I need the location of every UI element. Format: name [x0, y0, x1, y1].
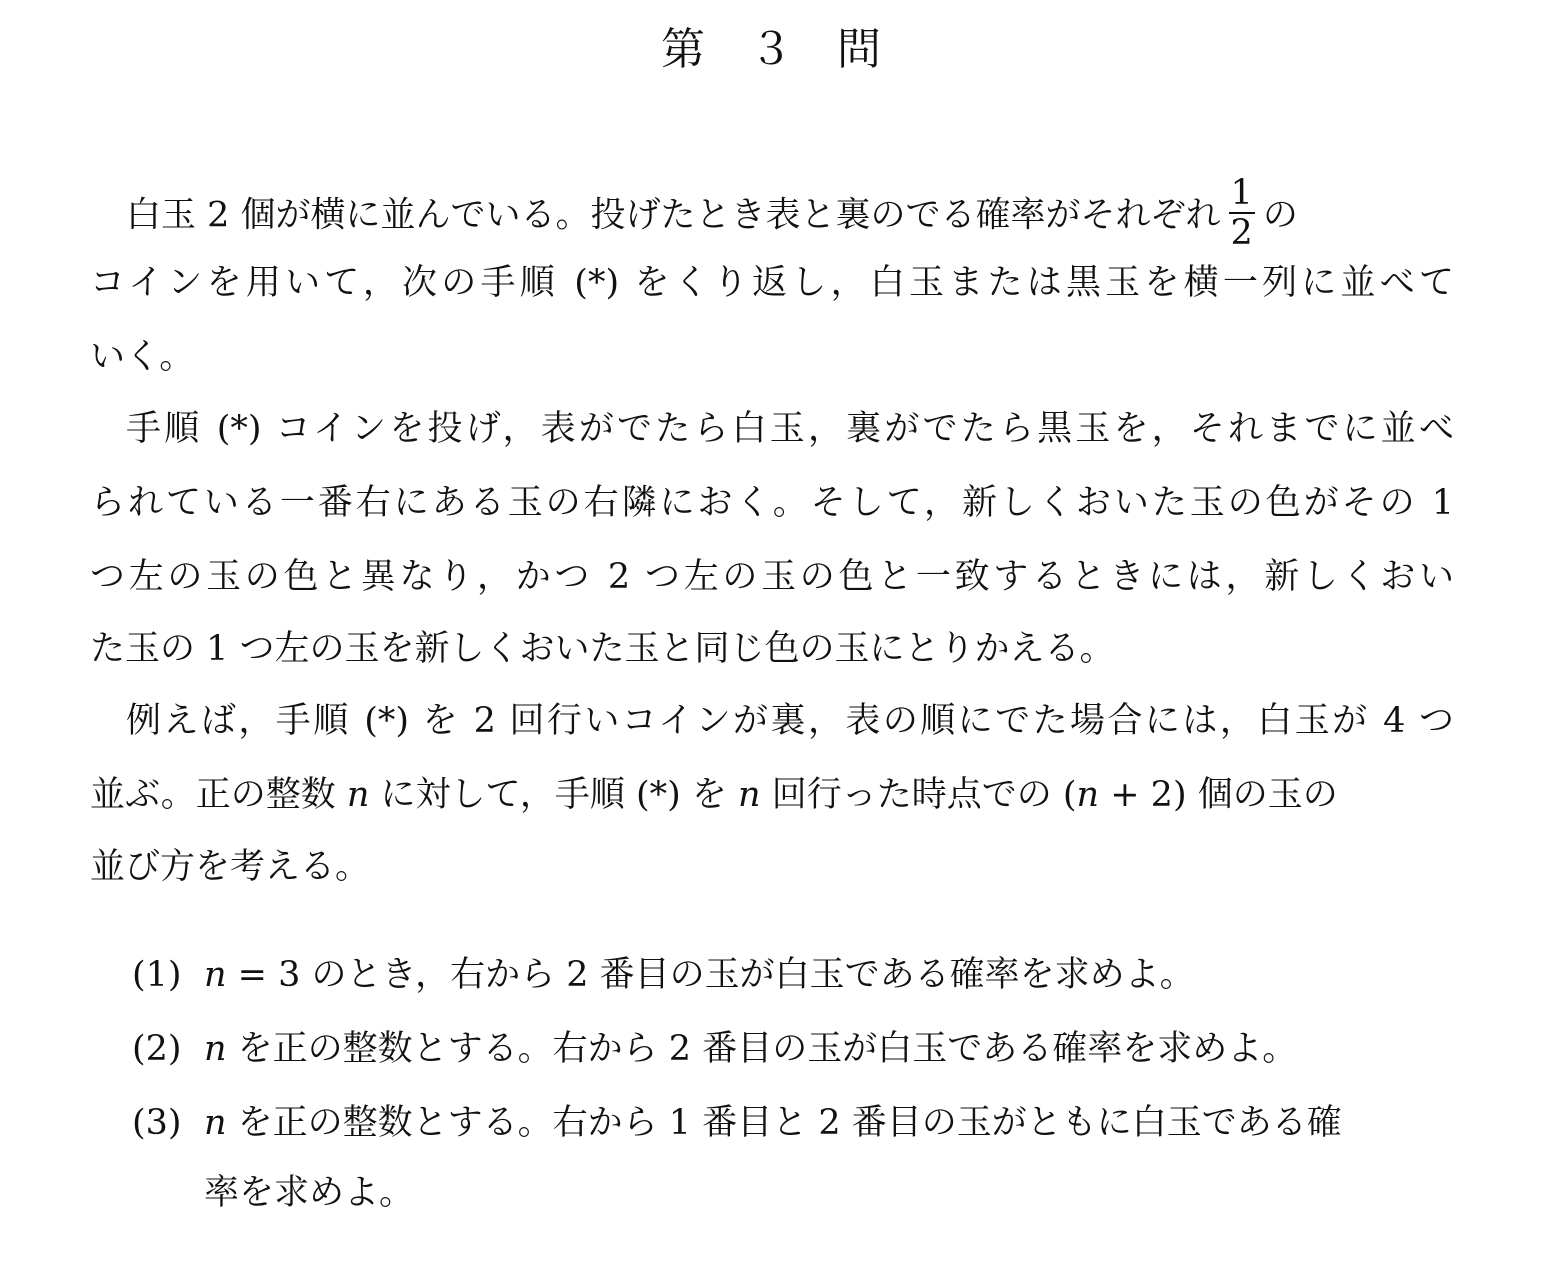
- variable-n: n: [738, 775, 761, 815]
- example-line-2: [90, 770, 1454, 820]
- math-expression: [1063, 775, 1187, 815]
- question-1-text: [204, 950, 1454, 1000]
- example-text-2b: に対して，手順 (*) を: [380, 775, 727, 815]
- intro-text-1a: 白玉 2 個が横に並んでいる。投げたとき表と裏のでる確率がそれぞれ: [126, 195, 1221, 236]
- question-3-body: を正の整数とする。右から 1 番目と 2 番目の玉がともに白玉である確: [226, 1103, 1342, 1143]
- question-3-text: [204, 1098, 1454, 1148]
- question-1-body: のとき，右から 2 番目の玉が白玉である確率を求めよ。: [300, 955, 1195, 995]
- procedure-line-4: た玉の 1 つ左の玉を新しくおいた玉と同じ色の玉にとりかえる。: [90, 629, 1115, 669]
- example-text-2d: 個の玉の: [1197, 775, 1338, 815]
- fraction-one-half: [1229, 178, 1255, 252]
- procedure-line-1: 手順 (*) コインを投げ，表がでたら白玉，裏がでたら黒玉を，それまでに並べ: [126, 409, 1454, 449]
- intro-text-1b: の: [1262, 195, 1298, 236]
- example-text-2a: 並ぶ。正の整数: [90, 775, 336, 815]
- example-line-1: 例えば，手順 (*) を 2 回行いコインが裏，表の順にでた場合には，白玉が 4 つ: [126, 701, 1454, 741]
- intro-line-3: いく。: [90, 337, 195, 377]
- question-1-label: (1): [132, 955, 182, 995]
- procedure-line-2: られている一番右にある玉の右隣におく。そして，新しくおいた玉の色がその 1: [90, 483, 1454, 523]
- math-equation: = 3: [226, 955, 301, 995]
- variable-n: n: [204, 1029, 227, 1069]
- fraction-numerator: 1: [1229, 178, 1255, 214]
- intro-line-1: [126, 178, 1454, 256]
- question-2-text: [204, 1024, 1454, 1074]
- math-rest: + 2): [1099, 775, 1187, 815]
- variable-n: n: [204, 1103, 227, 1143]
- intro-line-2: コインを用いて，次の手順 (*) をくり返し，白玉または黒玉を横一列に並べて: [90, 263, 1454, 303]
- variable-n: n: [346, 775, 370, 815]
- procedure-line-3: つ左の玉の色と異なり，かつ 2 つ左の玉の色と一致するときには，新しくおい: [90, 557, 1454, 597]
- variable-n: n: [204, 955, 227, 995]
- math-paren: (: [1062, 775, 1077, 815]
- fraction-denominator: 2: [1230, 213, 1253, 253]
- question-3-label: (3): [132, 1103, 182, 1143]
- question-2-body: を正の整数とする。右から 2 番目の玉が白玉である確率を求めよ。: [226, 1029, 1298, 1069]
- page-title: 第 ３ 問: [661, 24, 881, 75]
- question-3-text-continued: 率を求めよ。: [204, 1173, 415, 1213]
- variable-n: n: [1076, 775, 1100, 815]
- question-2-label: (2): [132, 1029, 182, 1069]
- example-line-3: 並び方を考える。: [90, 847, 371, 887]
- example-text-2c: 回行った時点での: [771, 775, 1052, 815]
